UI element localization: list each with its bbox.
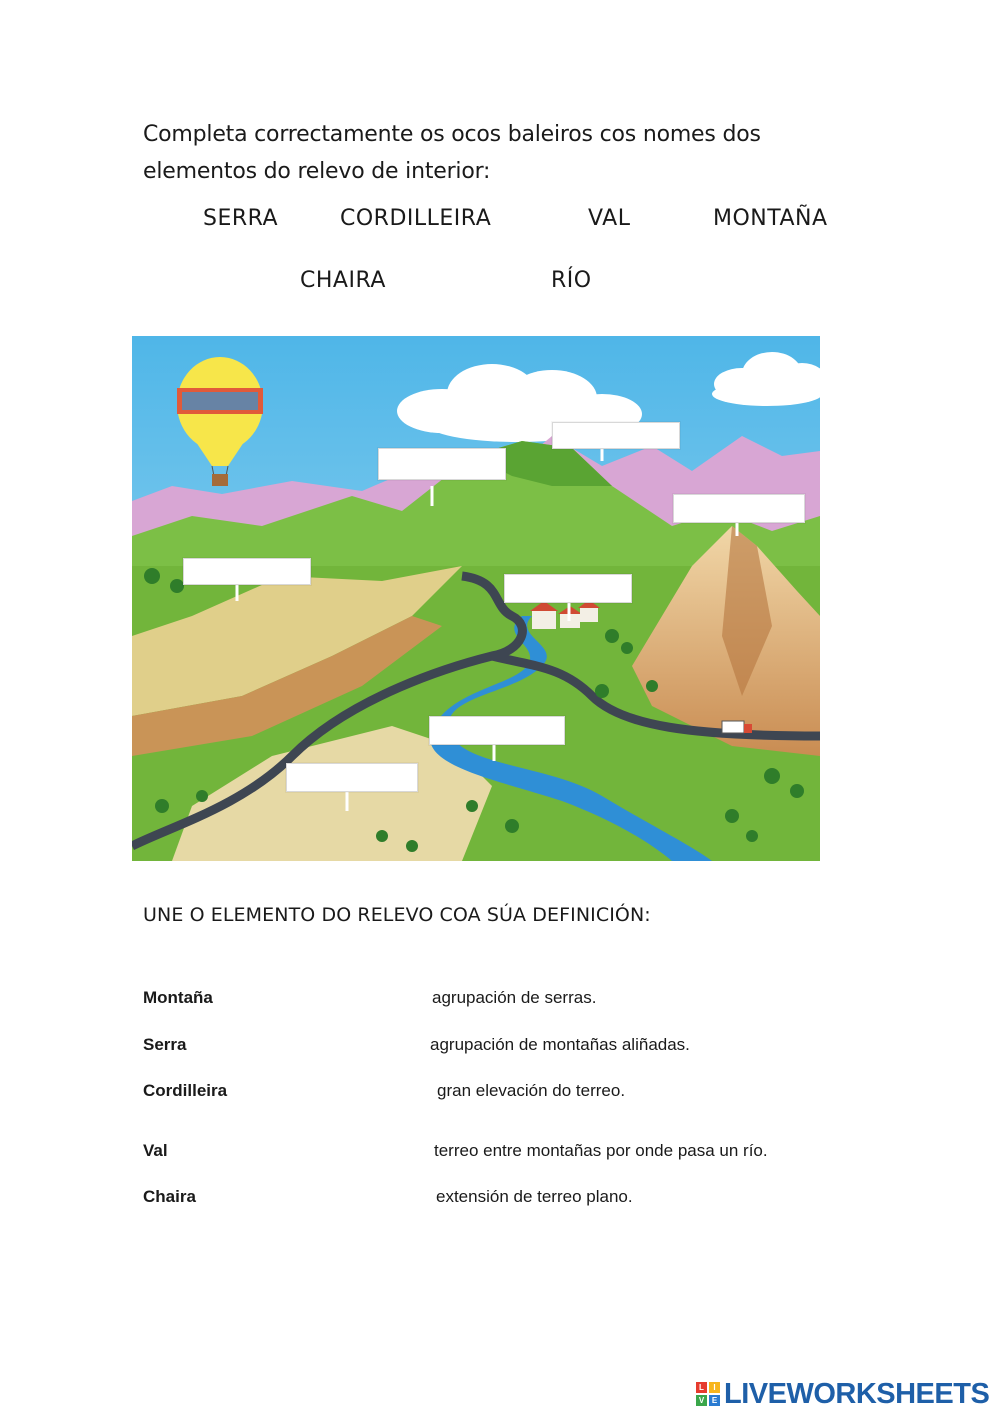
definition-5[interactable]: extensión de terreo plano. [436, 1187, 633, 1206]
answer-input-7[interactable] [287, 764, 417, 791]
instructions [143, 116, 843, 190]
answer-input-5[interactable] [505, 575, 631, 602]
answer-blank-7[interactable] [286, 763, 418, 792]
word-bank-cordilleira: CORDILLEIRA [340, 206, 492, 231]
definition-4[interactable]: terreo entre montañas por onde pasa un río. [434, 1141, 768, 1160]
answer-input-1[interactable] [379, 449, 505, 479]
word-bank-rio: RÍO [551, 268, 592, 293]
landscape-illustration [132, 336, 820, 861]
definition-2[interactable]: agrupación de montañas aliñadas. [430, 1035, 690, 1054]
term-cordilleira[interactable]: Cordilleira [143, 1081, 228, 1100]
liveworksheets-wordmark: LIVEWORKSHEETS [724, 1377, 990, 1410]
term-val[interactable]: Val [143, 1141, 168, 1160]
word-bank-serra: SERRA [203, 206, 279, 231]
matching-heading: UNE O ELEMENTO DO RELEVO COA SÚA DEFINICIÓN: [143, 904, 651, 926]
answer-blank-1[interactable] [378, 448, 506, 480]
word-bank-val: VAL [588, 206, 631, 231]
answer-input-2[interactable] [553, 423, 679, 448]
liveworksheets-logo-icon: L I V E [696, 1382, 720, 1406]
liveworksheets-logo [696, 1378, 989, 1410]
answer-blank-2[interactable] [552, 422, 680, 449]
answer-blank-6[interactable] [429, 716, 565, 745]
definition-3[interactable]: gran elevación do terreo. [437, 1081, 626, 1100]
answer-blank-3[interactable] [673, 494, 805, 523]
answer-blank-4[interactable] [183, 558, 311, 585]
definition-1[interactable]: agrupación de serras. [432, 988, 597, 1007]
instructions-line-2: elementos do relevo de interior: [143, 159, 491, 184]
answer-input-6[interactable] [430, 717, 564, 744]
landscape-drawing [132, 336, 820, 861]
word-bank-montana: MONTAÑA [713, 206, 828, 231]
term-serra[interactable]: Serra [143, 1035, 187, 1054]
answer-blank-5[interactable] [504, 574, 632, 603]
answer-input-4[interactable] [184, 559, 310, 584]
word-bank-chaira: CHAIRA [300, 268, 386, 293]
answer-input-3[interactable] [674, 495, 804, 522]
term-montana[interactable]: Montaña [143, 988, 213, 1007]
instructions-line-1: Completa correctamente os ocos baleiros cos nomes dos [143, 122, 761, 147]
term-chaira[interactable]: Chaira [143, 1187, 196, 1206]
